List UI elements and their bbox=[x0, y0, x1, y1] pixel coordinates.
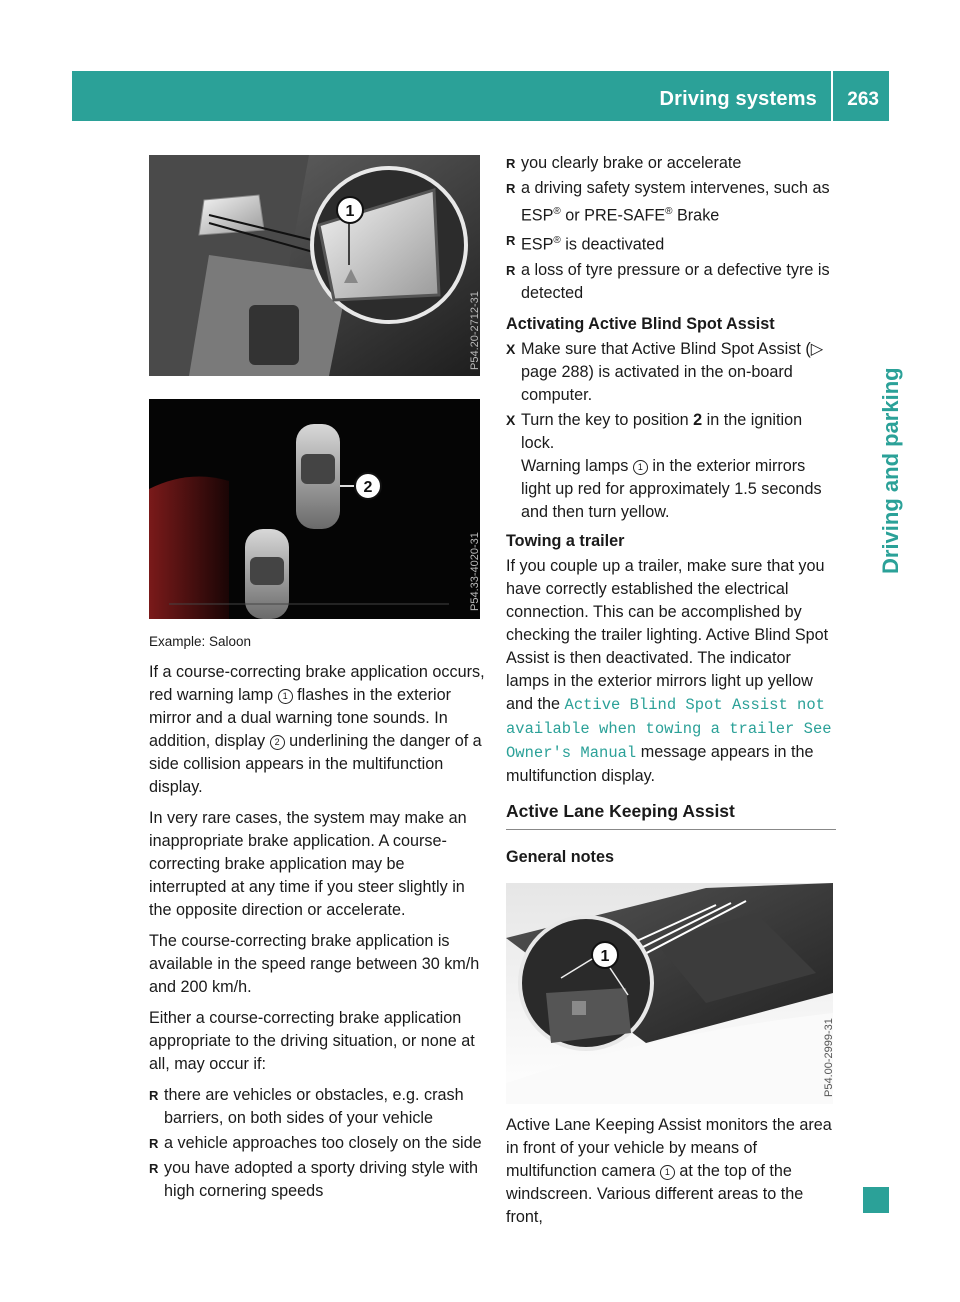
chapter-tab-marker bbox=[863, 1187, 889, 1213]
display-figure bbox=[149, 399, 480, 619]
callout-ref-1: 1 bbox=[660, 1165, 675, 1180]
header-divider bbox=[831, 71, 833, 121]
conditions-list-continued bbox=[506, 152, 836, 305]
mirror-callout: 1 bbox=[345, 203, 355, 220]
step-item: X Turn the key to position 2 in the ignition lock. Warning lamps 1 in the exterior mirrors light up red for approximately 1.5 seconds and then turn yellow. bbox=[506, 410, 822, 521]
header-title: Driving systems bbox=[659, 88, 817, 110]
display-message: Active Blind Spot Assist not available when towing a trailer See Owner's Manual bbox=[506, 695, 832, 762]
list-item: R a vehicle approaches too closely on the side bbox=[149, 1134, 482, 1152]
chapter-side-label bbox=[846, 244, 903, 574]
general-notes-heading: General notes bbox=[506, 847, 614, 866]
paragraph-lane-keeping: Active Lane Keeping Assist monitors the area in front of your vehicle by means of multifunction camera 1 at the top of the windscreen. Various different areas to the front, bbox=[506, 1115, 832, 1226]
list-item: R a loss of tyre pressure or a defective tyre is detected bbox=[506, 260, 830, 302]
paragraph-rare-cases: In very rare cases, the system may make an inappropriate brake application. A course-correcting brake application may be interrupted at any time if you steer slightly in the opposite direction or accelerate. bbox=[149, 809, 467, 919]
activation-steps bbox=[506, 338, 836, 524]
step-item: X Make sure that Active Blind Spot Assist (▷ page 288) is activated in the on-board computer. bbox=[506, 339, 824, 404]
conditions-list bbox=[149, 1084, 485, 1203]
callout-ref-1: 1 bbox=[633, 460, 648, 475]
towing-paragraph: If you couple up a trailer, make sure that you have correctly established the electrical connection. This can be accomplished by checking the trailer lighting. Active Blind Spot Assist is then deactivated. The indicator lamps in the exterior mirrors light up yellow and the Active Blind Spot Assist not available when towing a trailer See Owner's Manual message appears in the multifunction display. bbox=[506, 556, 832, 785]
display-illustration bbox=[149, 399, 480, 619]
activating-heading: Activating Active Blind Spot Assist bbox=[506, 314, 775, 333]
paragraph-warning-lamp: If a course-correcting brake application occurs, red warning lamp 1 flashes in the exterior mirror and a dual warning tone sounds. In addition, display 2 underlining the danger of a side collision appears in the multifunction display. bbox=[149, 663, 485, 796]
list-item: R there are vehicles or obstacles, e.g. crash barriers, on both sides of your vehicle bbox=[149, 1086, 464, 1127]
list-item: R you clearly brake or accelerate bbox=[506, 154, 742, 172]
paragraph-conditions: Either a course-correcting brake application appropriate to the driving situation, or none at all, may occur if: bbox=[149, 1009, 475, 1073]
list-item: R ESP® is deactivated bbox=[506, 233, 665, 254]
camera-callout: 1 bbox=[600, 947, 610, 965]
camera-figure bbox=[506, 883, 833, 1104]
right-column bbox=[506, 152, 836, 1237]
camera-illustration bbox=[506, 883, 833, 1104]
display-callout: 2 bbox=[363, 479, 373, 496]
page-header bbox=[72, 71, 889, 121]
page-ref-link[interactable]: page 288) is activated in the on-board computer. bbox=[521, 362, 793, 404]
page-number: 263 bbox=[847, 89, 879, 110]
page-ref-arrow-icon: ▷ bbox=[810, 339, 824, 358]
callout-ref-2: 2 bbox=[270, 735, 285, 750]
mirror-figure bbox=[149, 155, 480, 376]
display-figure-code: P54.33-4020-31 bbox=[469, 532, 481, 611]
towing-heading: Towing a trailer bbox=[506, 531, 625, 550]
mirror-figure-code: P54.20-2712-31 bbox=[469, 291, 481, 370]
left-column bbox=[149, 630, 485, 1211]
section-heading: Active Lane Keeping Assist bbox=[506, 800, 836, 830]
paragraph-speed-range: The course-correcting brake application is available in the speed range between 30 km/h and 200 km/h. bbox=[149, 932, 480, 996]
list-item: R a driving safety system intervenes, such as ESP® or PRE-SAFE® Brake bbox=[506, 179, 830, 225]
chapter-label-text: Driving and parking bbox=[878, 367, 903, 574]
figure-caption: Example: Saloon bbox=[149, 634, 252, 649]
mirror-illustration bbox=[149, 155, 480, 376]
callout-ref-1: 1 bbox=[278, 689, 293, 704]
camera-figure-code: P54.00-2999-31 bbox=[823, 1017, 835, 1097]
list-item: R you have adopted a sporty driving style with high cornering speeds bbox=[149, 1159, 479, 1200]
